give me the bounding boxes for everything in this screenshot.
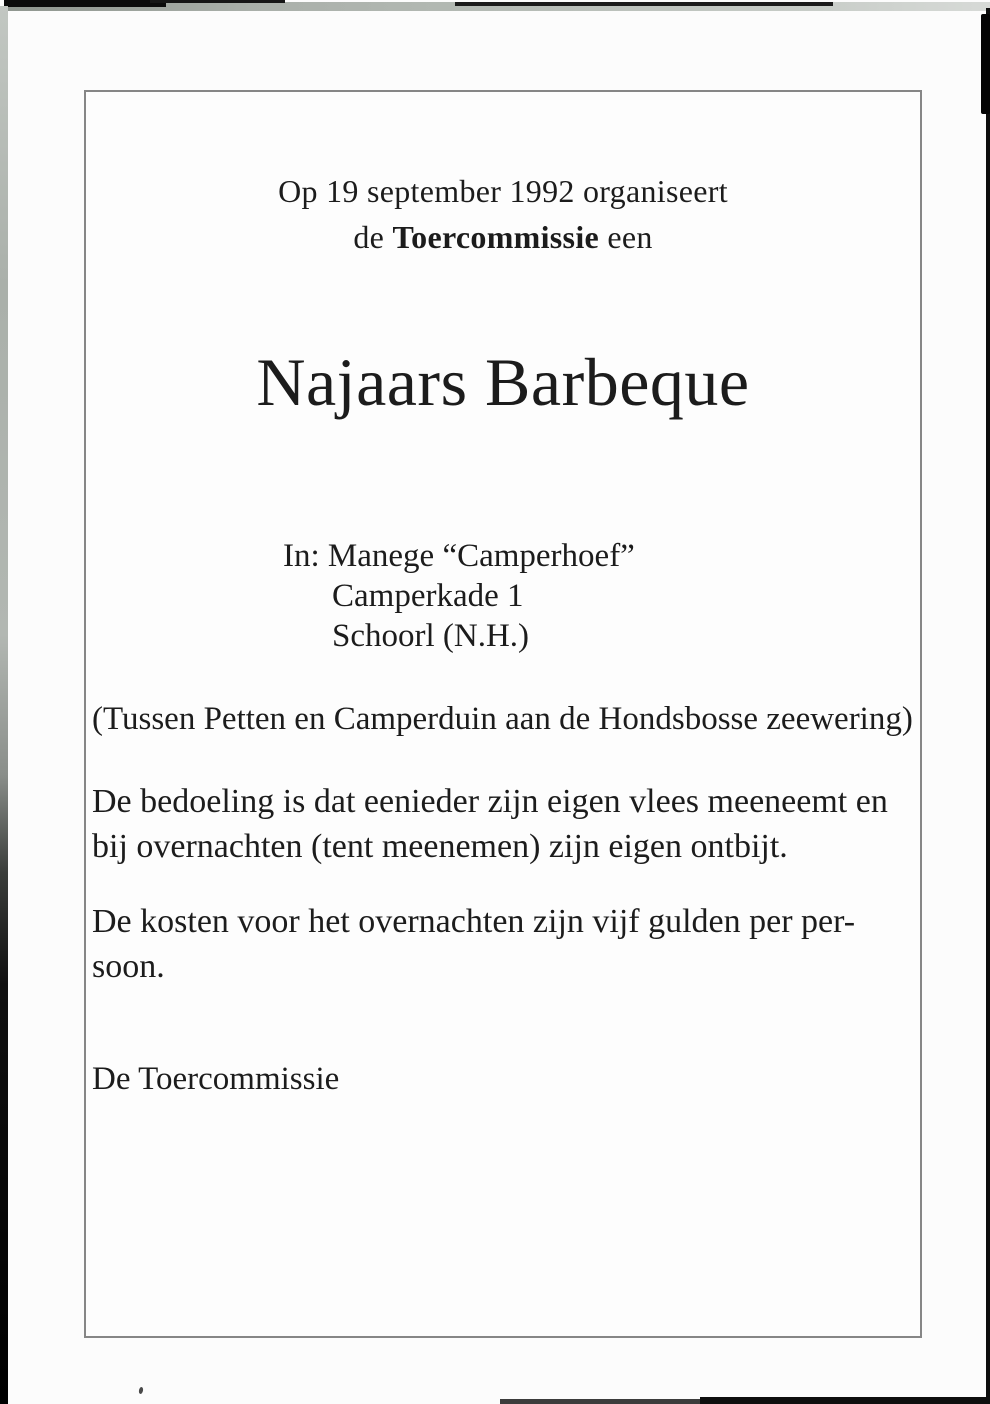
- venue-line-3: Schoorl (N.H.): [332, 618, 530, 654]
- body-paragraph-1-line-2: bij overnachten (tent meenemen) zijn eigen ontbijt.: [92, 828, 788, 865]
- intro-text: [86, 168, 920, 260]
- scan-edge-right-blob: [981, 14, 990, 114]
- body-paragraph-1-line-1: De bedoeling is dat eenieder zijn eigen vlees meeneemt en: [92, 783, 888, 820]
- event-title: Najaars Barbeque: [256, 344, 750, 420]
- body-paragraph-2-line-1: De kosten voor het overnachten zijn vijf gulden per per-: [92, 903, 856, 940]
- venue-block: [283, 536, 635, 656]
- organizer-name: Toercommissie: [392, 219, 600, 255]
- venue-line-2: Camperkade 1: [332, 578, 524, 614]
- scan-edge-top-line-right: [455, 2, 833, 6]
- scan-edge-left: [0, 6, 8, 1404]
- body-paragraph-2: [92, 899, 916, 989]
- body-paragraph-1: [92, 779, 916, 869]
- intro-line-2-post: een: [599, 219, 653, 255]
- venue-line-1: In: Manege “Camperhoef”: [283, 538, 635, 574]
- intro-line-1: Op 19 september 1992 organiseert: [278, 173, 728, 209]
- signature: De Toercommissie: [92, 1061, 340, 1097]
- announcement-frame: [84, 90, 922, 1338]
- body-paragraph-2-line-2: soon.: [92, 948, 165, 985]
- intro-line-2-pre: de: [353, 219, 393, 255]
- scan-edge-top-line: [150, 0, 285, 3]
- scan-edge-bottom-dark-segment: [700, 1397, 990, 1404]
- scan-speck-bottom: [138, 1387, 143, 1395]
- location-note: (Tussen Petten en Camperduin aan de Hondsbosse zeewering): [92, 701, 913, 737]
- scan-edge-top-dark-segment: [4, 0, 166, 7]
- intro-line-2: [86, 214, 920, 260]
- scan-edge-right: [986, 8, 990, 1404]
